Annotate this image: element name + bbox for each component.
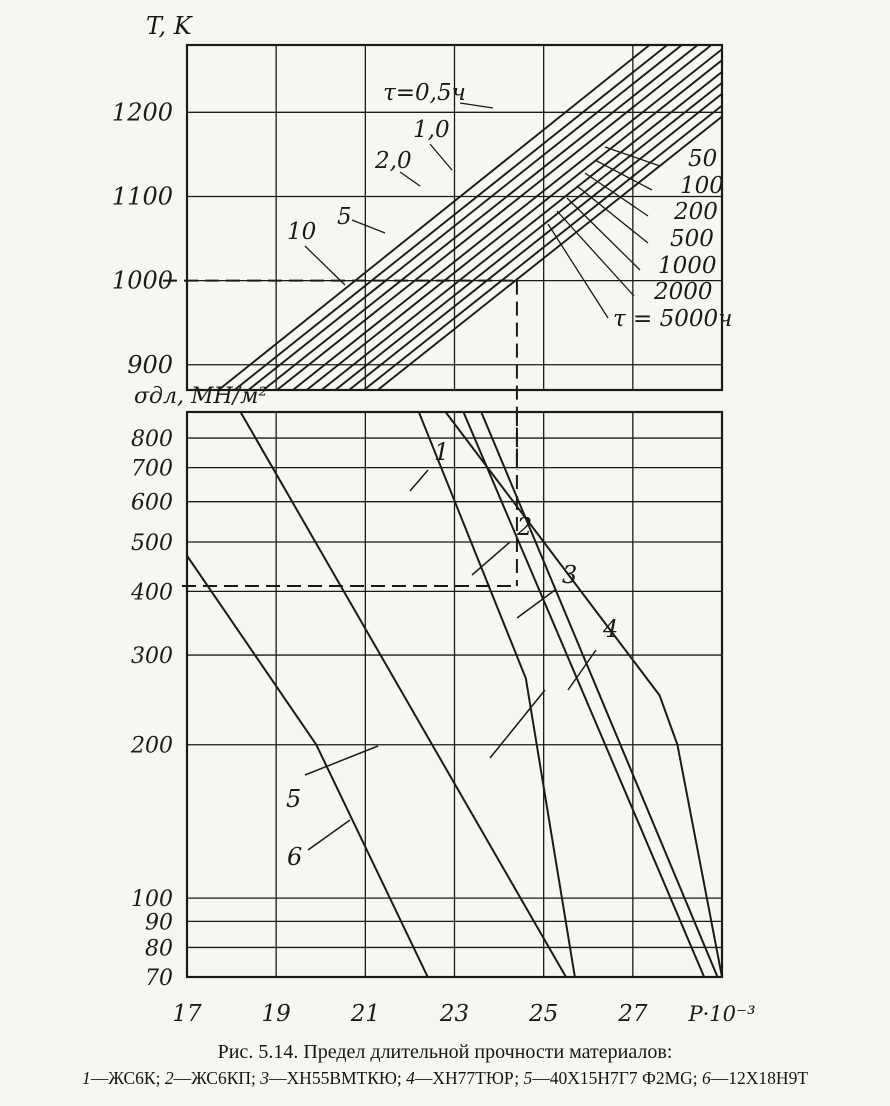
bottom-x-tick-label: 21 — [350, 1001, 380, 1027]
figure-caption-legend — [0, 1068, 890, 1089]
caption-legend-delimiter: ; — [251, 1068, 261, 1088]
caption-legend-separator: — — [710, 1068, 729, 1088]
series-label-5: 5 — [286, 785, 302, 813]
series-label-2: 2 — [517, 513, 533, 541]
caption-legend-material: ХН55ВМТКЮ — [286, 1068, 397, 1088]
top-line-label: 10 — [287, 219, 317, 245]
temperature-panel — [112, 12, 733, 541]
top-line-label: 500 — [670, 226, 714, 252]
caption-legend-material: ЖС6К — [108, 1068, 156, 1088]
top-label-leader — [548, 224, 608, 318]
top-line-label: 200 — [674, 199, 718, 225]
series-label-4: 4 — [603, 615, 619, 643]
stress-panel — [130, 384, 756, 1027]
series-label-6: 6 — [287, 843, 303, 871]
top-line-label: 1,0 — [413, 117, 450, 143]
bottom-y-tick-label: 300 — [131, 644, 173, 670]
caption-legend-separator: — — [90, 1068, 109, 1088]
bottom-x-tick-label: 25 — [529, 1001, 559, 1027]
top-hours-line-0 — [187, 16, 686, 416]
caption-legend-material: ХН77ТЮР — [432, 1068, 515, 1088]
series-label-leader — [308, 820, 350, 850]
top-line-label: 2,0 — [375, 148, 412, 174]
caption-legend-number: 2 — [164, 1068, 174, 1088]
top-label-leader — [352, 220, 385, 233]
top-label-leader — [430, 144, 452, 170]
caption-legend-number: 3 — [260, 1068, 270, 1088]
top-line-label: τ=0,5ч — [383, 80, 466, 106]
caption-legend-separator: — — [532, 1068, 550, 1088]
top-line-label: 100 — [680, 173, 724, 199]
caption-legend-separator: — — [414, 1068, 433, 1088]
top-y-tick-label: 1100 — [111, 182, 173, 211]
series-line-2 — [463, 412, 704, 977]
caption-legend-material: ЖС6КП — [191, 1068, 252, 1088]
bottom-y-tick-label: 100 — [131, 887, 173, 913]
top-label-leader — [305, 246, 345, 285]
caption-legend-item — [165, 1068, 251, 1088]
caption-legend-delimiter: ; — [396, 1068, 407, 1088]
series-label-leader — [568, 650, 596, 690]
top-line-label: 5 — [337, 204, 352, 230]
series-label-leader — [410, 470, 428, 491]
top-label-leader — [400, 172, 420, 186]
caption-legend-material: 40Х15Н7Г7 Ф2МG — [549, 1068, 693, 1088]
caption-legend-item — [524, 1068, 693, 1088]
caption-legend-number: 1 — [81, 1068, 91, 1088]
top-line-label: τ = 5000ч — [613, 306, 733, 332]
caption-legend-number: 6 — [702, 1068, 711, 1088]
series-label-leader — [305, 746, 378, 775]
bottom-x-tick-label: 23 — [439, 1001, 470, 1027]
bottom-y-tick-label: 80 — [145, 936, 173, 962]
bottom-x-tick-label: 19 — [261, 1001, 291, 1027]
series-line-3 — [419, 412, 578, 977]
caption-legend-delimiter: ; — [155, 1068, 165, 1088]
bottom-y-tick-label: 200 — [131, 733, 173, 759]
bottom-y-tick-label: 90 — [145, 910, 173, 936]
bottom-y-tick-label: 400 — [131, 580, 173, 606]
caption-legend-item — [260, 1068, 397, 1088]
caption-legend-number: 5 — [523, 1068, 533, 1088]
caption-legend-material: 12Х18Н9Т — [728, 1068, 809, 1088]
bottom-y-tick-label: 600 — [131, 490, 173, 516]
top-hours-line-1 — [187, 16, 704, 428]
bottom-y-tick-label: 500 — [131, 531, 173, 557]
caption-legend-item — [406, 1068, 514, 1088]
bottom-x-tick-label: 17 — [172, 1001, 202, 1027]
figure-caption-title: Рис. 5.14. Предел длительной прочности материалов: — [217, 1041, 673, 1063]
bottom-y-tick-label: 700 — [131, 456, 173, 482]
series-label-3: 3 — [562, 561, 578, 589]
caption-legend-item — [702, 1068, 808, 1088]
top-label-leader — [577, 186, 648, 243]
series-label-1: 1 — [434, 438, 450, 466]
bottom-x-axis-label: P·10⁻³ — [688, 1002, 756, 1026]
caption-legend-item — [82, 1068, 156, 1088]
top-line-label: 1000 — [658, 253, 717, 279]
top-y-tick-label: 1000 — [111, 266, 173, 295]
caption-legend-separator: — — [173, 1068, 192, 1088]
caption-legend-separator: — — [269, 1068, 287, 1088]
caption-legend-delimiter: ; — [692, 1068, 703, 1088]
caption-legend-delimiter: ; — [514, 1068, 524, 1088]
top-line-label: 2000 — [654, 279, 713, 305]
top-y-tick-label: 900 — [127, 350, 173, 379]
caption-legend-number: 4 — [406, 1068, 415, 1088]
bottom-y-axis-label: σдл, МН/м² — [134, 384, 268, 409]
top-line-label: 50 — [688, 146, 718, 172]
top-y-axis-label: T, K — [146, 12, 192, 40]
bottom-y-tick-label: 70 — [145, 966, 173, 991]
bottom-y-tick-label: 800 — [131, 427, 173, 453]
series-line-6 — [187, 556, 428, 977]
top-y-tick-label: 1200 — [111, 98, 173, 127]
bottom-x-tick-label: 27 — [618, 1001, 648, 1027]
